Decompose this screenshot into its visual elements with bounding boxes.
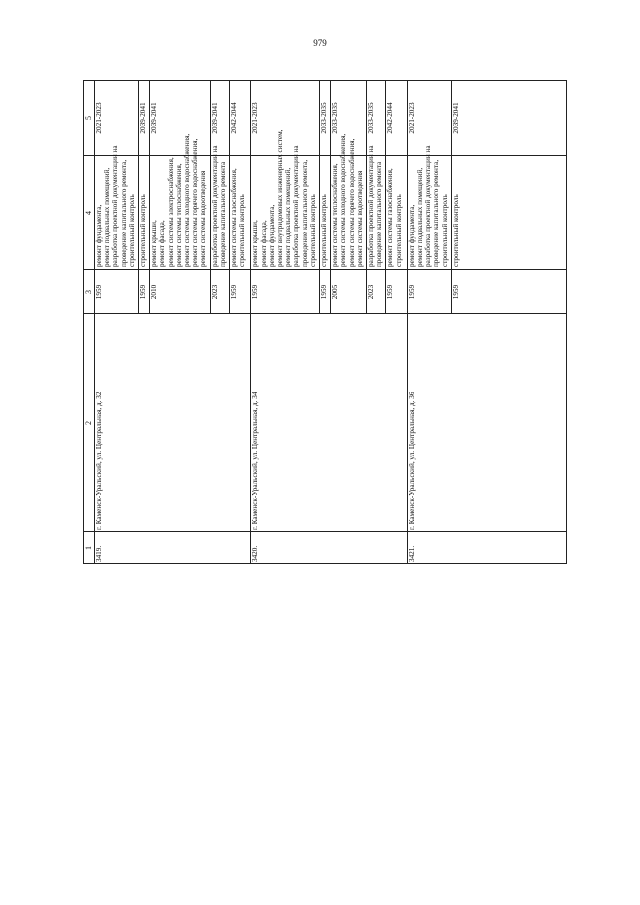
work-item: ремонт системы холодного водоснабжения,	[183, 133, 191, 267]
column-header: 4	[84, 211, 93, 215]
work-item: ремонт крыши,	[251, 220, 260, 267]
work-item: проведение капитального ремонта	[375, 161, 384, 267]
column-divider	[83, 269, 567, 270]
work-item: строительный контроль	[394, 194, 403, 267]
work-item: разработка проектной документации на	[210, 145, 219, 267]
group-year: 2023	[367, 284, 375, 300]
work-item: строительный контроль	[127, 194, 136, 267]
group-term: 2039-2041	[451, 102, 460, 134]
work-item: ремонт системы теплоснабжения,	[331, 163, 340, 267]
work-item: ремонт подвальных помещений,	[103, 167, 112, 267]
column-divider	[83, 80, 567, 81]
group-year: 1959	[230, 284, 238, 300]
column-header: 3	[84, 290, 93, 294]
work-item: ремонт фундамента,	[267, 204, 276, 267]
work-item: ремонт системы газоснабжения,	[386, 168, 395, 267]
group-year: 2023	[210, 284, 219, 300]
work-item: разработка проектной документации на	[111, 145, 120, 267]
repair-schedule-table	[83, 80, 567, 564]
group-term: 2033-2035	[331, 102, 340, 134]
column-divider	[83, 155, 567, 156]
record-address: г. Каменск-Уральский, ул. Центральная, д. 32	[95, 391, 103, 530]
work-item: ремонт подвальных помещений,	[284, 167, 293, 267]
work-item: ремонт системы холодного водоснабжения,	[339, 133, 348, 267]
record-number: 3421.	[407, 545, 416, 562]
group-term: 2033-2035	[367, 102, 375, 134]
work-item: ремонт системы электроснабжения,	[166, 157, 175, 267]
group-term: 2039-2041	[139, 102, 147, 134]
group-year: 1959	[451, 284, 460, 300]
group-year: 2010	[150, 284, 159, 300]
group-year: 1959	[386, 284, 395, 300]
work-item: строительный контроль	[451, 194, 460, 267]
group-term: 2021-2023	[407, 102, 416, 134]
record-address: г. Каменск-Уральский, ул. Центральная, д. 36	[407, 391, 416, 530]
work-item: строительный контроль	[440, 194, 449, 267]
group-term: 2042-2044	[386, 102, 395, 134]
record-number: 3420.	[251, 545, 260, 562]
group-year: 2005	[331, 284, 340, 300]
work-item: ремонт внутридомовых инженерных систем,	[276, 129, 284, 267]
record-number: 3419.	[95, 545, 103, 562]
work-item: проведение капитального ремонта	[218, 161, 227, 267]
work-item: ремонт системы водоотведения	[199, 170, 208, 267]
group-year: 1959	[251, 284, 260, 300]
work-item: разработка проектной документации на	[424, 145, 433, 267]
work-item: ремонт системы водоотведения	[355, 170, 364, 267]
work-item: ремонт фундамента,	[95, 204, 103, 267]
group-term: 2021-2023	[251, 102, 260, 134]
work-item: проведение капитального ремонта,	[119, 159, 128, 267]
work-item: строительный контроль	[320, 194, 328, 267]
column-divider	[83, 563, 567, 564]
work-item: ремонт системы горячего водоснабжения,	[191, 138, 200, 267]
column-header: 2	[84, 421, 93, 425]
group-year: 1959	[139, 284, 147, 300]
column-header: 1	[84, 546, 93, 550]
work-item: строительный контроль	[238, 194, 247, 267]
page-number: 979	[313, 38, 327, 48]
work-item: ремонт фундамента,	[407, 204, 416, 267]
group-term: 2033-2035	[320, 102, 328, 134]
group-year: 1959	[95, 284, 103, 300]
record-address: г. Каменск-Уральский, ул. Центральная, д. 34	[251, 391, 260, 530]
column-divider	[83, 313, 567, 314]
group-term: 2021-2023	[95, 102, 103, 134]
group-term: 2039-2041	[210, 102, 219, 134]
work-item: проведение капитального ремонта,	[300, 159, 309, 267]
row-divider	[566, 80, 567, 564]
work-item: разработка проектной документации на	[367, 145, 375, 267]
group-term: 2042-2044	[230, 102, 238, 134]
work-item: ремонт фасада,	[259, 220, 268, 267]
table-viewport	[83, 80, 567, 847]
work-item: ремонт системы горячего водоснабжения,	[347, 138, 356, 267]
group-term: 2039-2041	[150, 102, 159, 134]
work-item: ремонт системы теплоснабжения,	[174, 163, 183, 267]
work-item: ремонт крыши,	[150, 220, 159, 267]
column-header: 5	[84, 116, 93, 120]
work-item: строительный контроль	[139, 194, 147, 267]
work-item: ремонт подвальных помещений,	[416, 167, 424, 267]
group-year: 1959	[407, 284, 416, 300]
column-divider	[83, 531, 567, 532]
group-year: 1959	[320, 284, 328, 300]
work-item: строительный контроль	[308, 194, 317, 267]
work-item: ремонт системы газоснабжения,	[230, 168, 238, 267]
work-item: разработка проектной документации на	[292, 145, 301, 267]
work-item: ремонт фасада,	[158, 220, 167, 267]
work-item: проведение капитального ремонта,	[432, 159, 441, 267]
